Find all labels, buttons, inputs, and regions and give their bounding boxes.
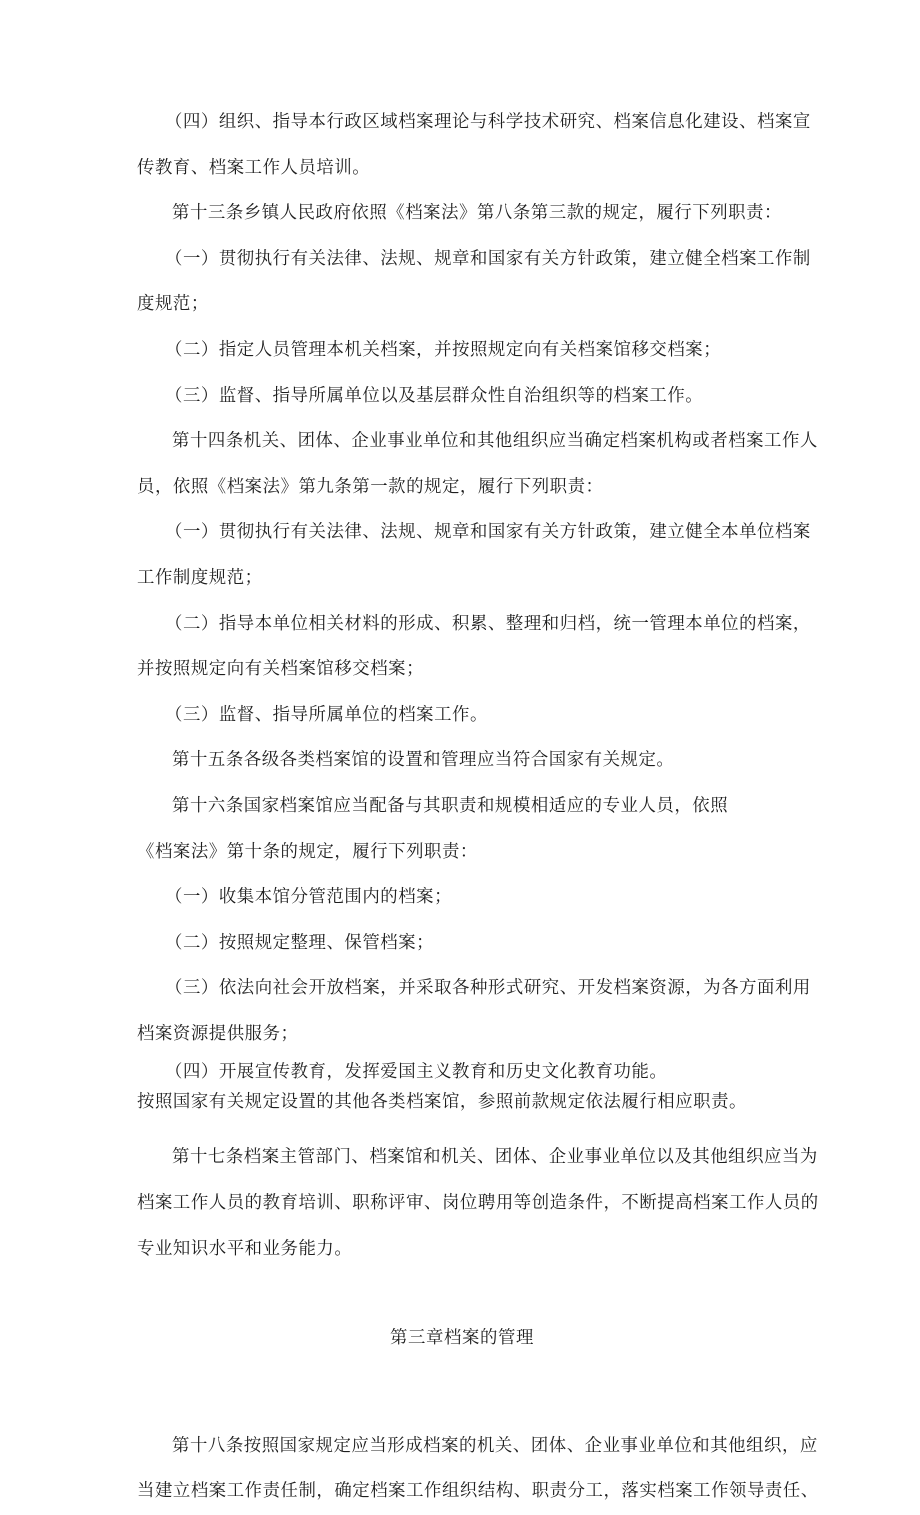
article-14-item-1-cont: 工作制度规范； <box>137 567 263 588</box>
article-13-item-1-cont: 度规范； <box>137 294 209 315</box>
chapter-gap-after <box>137 1362 787 1424</box>
article-14-cont: 员，依照《档案法》第九条第一款的规定，履行下列职责： <box>137 476 604 497</box>
article-16-item-1-line: （一）收集本馆分管范围内的档案； <box>165 887 453 908</box>
article-14-item-2-line: （二）指导本单位相关材料的形成、积累、整理和归档，统一管理本单位的档案， <box>165 613 811 634</box>
chapter-gap-before <box>137 1272 787 1316</box>
article-13-line: 第十三条乡镇人民政府依照《档案法》第八条第三款的规定，履行下列职责： <box>172 203 782 224</box>
article-16-closing-line: 按照国家有关规定设置的其他各类档案馆，参照前款规定依法履行相应职责。 <box>137 1092 747 1113</box>
article-17-line: 第十七条档案主管部门、档案馆和机关、团体、企业事业单位以及其他组织应当为 <box>172 1147 818 1168</box>
document-body <box>137 100 819 1515</box>
article-14-line: 第十四条机关、团体、企业事业单位和其他组织应当确定档案机构或者档案工作人 <box>172 431 818 452</box>
article-14-item-3-line: （三）监督、指导所属单位的档案工作。 <box>165 704 488 725</box>
paragraph-line: 传教育、档案工作人员培训。 <box>137 157 371 178</box>
chapter-heading-3: 第三章档案的管理 <box>390 1328 534 1349</box>
article-16-item-4-line: （四）开展宣传教育，发挥爱国主义教育和历史文化教育功能。 <box>165 1062 668 1083</box>
article-17-cont-1: 档案工作人员的教育培训、职称评审、岗位聘用等创造条件，不断提高档案工作人员的 <box>137 1193 819 1214</box>
article-13-item-1-line: （一）贯彻执行有关法律、法规、规章和国家有关方针政策，建立健全档案工作制 <box>165 248 811 269</box>
article-15-line: 第十五条各级各类档案馆的设置和管理应当符合国家有关规定。 <box>172 750 675 771</box>
article-18-cont: 当建立档案工作责任制，确定档案工作组织结构、职责分工，落实档案工作领导责任、 <box>137 1481 819 1502</box>
article-16-item-3-line: （三）依法向社会开放档案，并采取各种形式研究、开发档案资源，为各方面利用 <box>165 978 811 999</box>
article-17-cont-2: 专业知识水平和业务能力。 <box>137 1238 353 1259</box>
article-16-item-2-line: （二）按照规定整理、保管档案； <box>165 932 435 953</box>
block-spacer <box>137 1117 787 1135</box>
article-18-line: 第十八条按照国家规定应当形成档案的机关、团体、企业事业单位和其他组织，应 <box>172 1435 818 1456</box>
article-16-cont: 《档案法》第十条的规定，履行下列职责： <box>137 841 478 862</box>
article-13-item-3-line: （三）监督、指导所属单位以及基层群众性自治组织等的档案工作。 <box>165 385 704 406</box>
article-14-item-1-line: （一）贯彻执行有关法律、法规、规章和国家有关方针政策，建立健全本单位档案 <box>165 522 811 543</box>
article-16-line: 第十六条国家档案馆应当配备与其职责和规模相适应的专业人员，依照 <box>172 795 729 816</box>
article-13-item-2-line: （二）指定人员管理本机关档案，并按照规定向有关档案馆移交档案； <box>165 339 722 360</box>
article-14-item-2-cont: 并按照规定向有关档案馆移交档案； <box>137 659 425 680</box>
paragraph-line: （四）组织、指导本行政区域档案理论与科学技术研究、档案信息化建设、档案宣 <box>165 112 811 132</box>
article-16-item-3-cont: 档案资源提供服务； <box>137 1023 299 1044</box>
